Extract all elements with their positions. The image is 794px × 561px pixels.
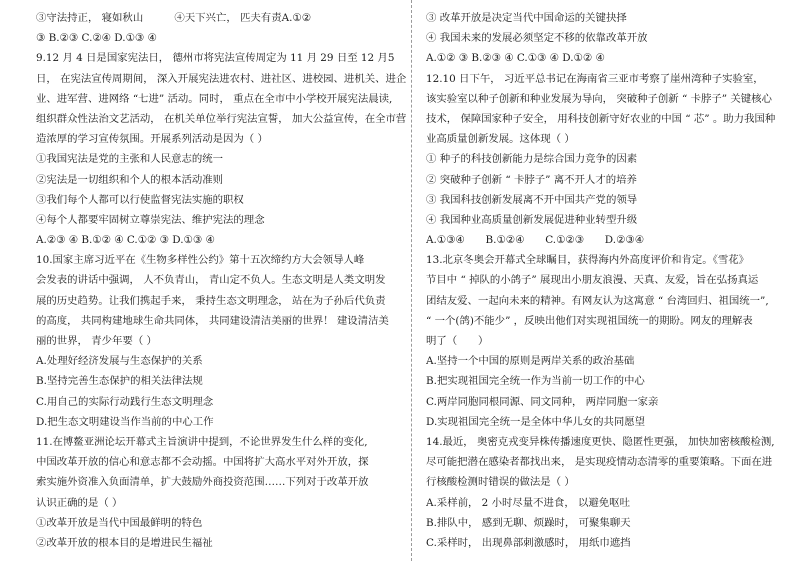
answer-options-q12: A.①③④ B.①②④ C.①②③ D.②③④ (426, 234, 645, 247)
answer-option: B.排队中， 感到无聊、烦躁时， 可聚集聊天 (426, 516, 631, 529)
answer-option: C.两岸同胞同根同源、同文同种， 两岸同胞一家亲 (426, 395, 659, 408)
statement-item: ③ 我国科技创新发展离不开中国共产党的领导 (426, 193, 638, 206)
answer-option: D.实现祖国完全统一是全体中华儿女的共同愿望 (426, 415, 646, 428)
answer-option: C.用自己的实际行动践行生态文明理念 (36, 395, 214, 408)
text-line: 日， 在宪法宣传周期间， 深入开展宪法进农村、进社区、进校园、进机关、进企 (36, 72, 407, 85)
column-divider (411, 0, 412, 561)
answer-options-q8: ③ B.②③ C.②④ D.①③ ④ (36, 32, 157, 45)
left-column (36, 8, 408, 553)
text-line: 中国改革开放的信心和意志都不会动摇。中国将扩大高水平对外开放，探 (36, 456, 369, 469)
answer-option: C.采样时， 出现鼻部刺激感时， 用纸巾遮挡 (426, 536, 631, 549)
answer-options-q9: A.②③ ④ B.①② ④ C.①② ③ D.①③ ④ (36, 234, 215, 247)
text-line: 索实施外资准入负面清单，扩大鼓励外商投资范围……下列对于改革开放 (36, 476, 369, 489)
question-12-stem: 12.10 日下午， 习近平总书记在海南省三亚市考察了崖州湾种子实验室， (426, 72, 764, 85)
text-line: 技术， 保障国家种子安全， 用科技创新守好农业的中国 “ 芯” 。助力我国种 (426, 112, 776, 125)
text-line: 丽的世界， 青少年要（ ） (36, 335, 157, 347)
answer-option: B.坚持完善生态保护的相关法律法规 (36, 375, 203, 388)
text-line: 认识正确的是（ ） (36, 496, 123, 509)
statement-item: ①我国宪法是党的主张和人民意志的统一 (36, 153, 224, 166)
statement-item: ③ 改革开放是决定当代中国命运的关键抉择 (426, 12, 627, 24)
statement-item: ④ 我国未来的发展必须坚定不移的依靠改革开放 (426, 32, 648, 45)
text-line: 尽可能把潜在感染者都找出来， 是实现疫情动态清零的重要策略。下面在进 (426, 456, 773, 469)
text-line: 会发表的讲话中强调， 人不负青山， 青山定不负人。生态文明是人类文明发 (36, 274, 386, 287)
statement-item: ④ 我国种业高质量创新发展促进种业转型升级 (426, 213, 638, 226)
text-line: 组织群众性法治文艺活动， 在机关单位举行宪法宣誓， 加大公益宣传，在全市营 (36, 112, 407, 125)
text-line: 节目中 “ 掉队的小鸽子” 展现出小朋友浪漫、天真、友爱，旨在弘扬真运 (426, 274, 759, 287)
text-line: 展的历史趋势。让我们携起手来， 秉持生态文明理念， 站在为子孙后代负责 (36, 294, 386, 307)
statement-item: ④每个人都要牢固树立尊崇宪法、维护宪法的理念 (36, 213, 265, 226)
question-14-stem: 14.最近， 奥密克戎变异株传播速度更快、隐匿性更强， 加快加密核酸检测, (426, 435, 775, 448)
question-10-stem: 10.国家主席习近平在《生物多样性公约》第十五次缔约方大会领导人峰 (36, 254, 365, 267)
text-line: 业高质量创新发展。这体现（ ） (426, 133, 575, 146)
right-column (426, 8, 794, 553)
text-line: 业、进军营、进网络 “七进” 活动。同时， 重点在全市中小学校开展宪法晨读, (36, 92, 393, 105)
answer-options-q11: A.①② ③ B.②③ ④ C.①③ ④ D.①② ④ (426, 52, 605, 65)
answer-option: B.把实现祖国完全统一作为当前一切工作的中心 (426, 375, 645, 388)
question-13-stem: 13.北京冬奥会开幕式全球瞩目，获得海内外高度评价和肯定。《雪花》 (426, 254, 750, 267)
text-line: 造浓厚的学习宣传氛围。开展系列活动是因为（ ） (36, 133, 268, 146)
statement-item: ① 种子的科技创新能力是综合国力竞争的因素 (426, 153, 638, 166)
question-11-stem: 11.在博鳌亚洲论坛开幕式主旨演讲中提到，不论世界发生什么样的变化, (36, 435, 368, 448)
text-line: ③守法持正， 寝如秋山 ④天下兴亡， 匹夫有责A.①② (36, 12, 312, 24)
text-line: 明了（ ） (426, 335, 489, 347)
question-9-stem: 9.12 月 4 日是国家宪法日， 德州市将宪法宣传周定为 11 月 29 日至 12 月5 (36, 52, 395, 65)
text-line: “ 一个(鸽)不能少” ，反映出他们对实现祖国统一的期盼。网友的理解表 (426, 314, 753, 327)
text-line: 的高度， 共同构建地球生命共同体， 共同建设清洁美丽的世界！ 建设清洁美 (36, 314, 389, 327)
answer-option: D.把生态文明建设当作当前的中心工作 (36, 415, 214, 428)
statement-item: ②改革开放的根本目的是增进民生福祉 (36, 536, 213, 549)
text-line: 该实验室以种子创新和种业发展为导向， 突破种子创新 “ 卡脖子” 关键核心 (426, 92, 772, 105)
answer-option: A.处理好经济发展与生态保护的关系 (36, 355, 203, 368)
text-line: 行核酸检测时错误的做法是（ ） (426, 476, 575, 489)
text-line: 团结友爱、一起向未来的精神。有网友认为这寓意 “ 台湾回归、祖国统一”, (426, 294, 769, 307)
statement-item: ①改革开放是当代中国最鲜明的特色 (36, 516, 203, 529)
answer-option: A.坚持一个中国的原则是两岸关系的政治基础 (426, 355, 635, 368)
answer-option: A.采样前， 2 小时尽量不进食， 以避免呕吐 (426, 496, 630, 509)
statement-item: ② 突破种子创新 “ 卡脖子” 离不开人才的培养 (426, 173, 637, 186)
statement-item: ②宪法是一切组织和个人的根本活动准则 (36, 173, 224, 186)
statement-item: ③我们每个人都可以行使监督宪法实施的职权 (36, 193, 244, 206)
